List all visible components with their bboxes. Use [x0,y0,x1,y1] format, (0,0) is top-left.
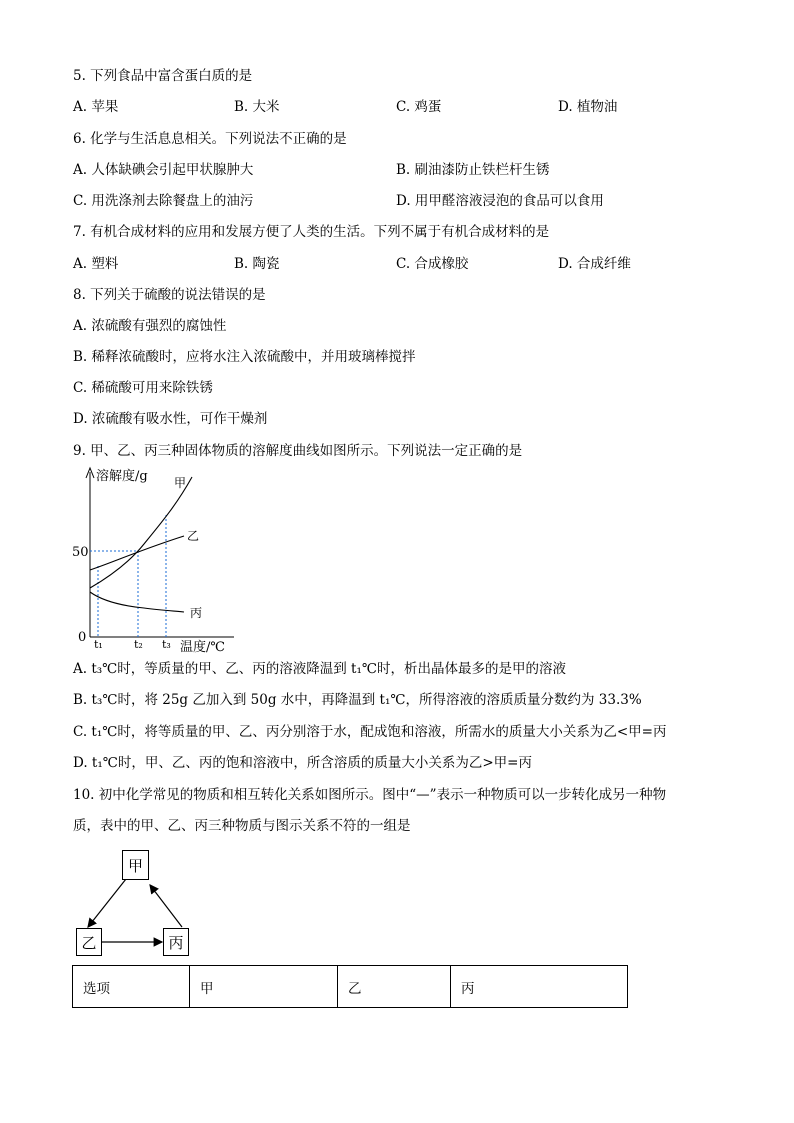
q7-option-c: C. 合成橡胶 [396,256,469,272]
q5-option-a: A. 苹果 [73,99,119,115]
q8-option-d: D. 浓硫酸有吸水性，可作干燥剂 [73,411,268,427]
q8-option-b: B. 稀释浓硫酸时，应将水注入浓硫酸中，并用玻璃棒搅拌 [73,349,416,365]
q10-stem-line2: 质，表中的甲、乙、丙三种物质与图示关系不符的一组是 [73,818,411,834]
q8-option-a: A. 浓硫酸有强烈的腐蚀性 [73,318,227,334]
solubility-chart [74,462,244,657]
q9-option-d: D. t₁℃时，甲、乙、丙的饱和溶液中，所含溶质的质量大小关系为乙>甲=丙 [73,755,532,771]
q6-stem: 6. 化学与生活息息相关。下列说法不正确的是 [73,131,347,147]
q9-option-c: C. t₁℃时，将等质量的甲、乙、丙分别溶于水，配成饱和溶液，所需水的质量大小关系为乙<甲=丙 [73,724,667,740]
q6-option-d: D. 用甲醛溶液浸泡的食品可以食用 [396,193,604,209]
table-header-option: 选项 [73,966,190,1007]
q5-stem: 5. 下列食品中富含蛋白质的是 [73,68,253,84]
y-axis-label: 溶解度/g [96,469,148,484]
q8-option-c: C. 稀硫酸可用来除铁锈 [73,380,213,396]
q6-option-c: C. 用洗涤剂去除餐盘上的油污 [73,193,254,209]
table-header-yi: 乙 [338,966,451,1007]
series-label-jia: 甲 [174,476,187,490]
q5-option-c: C. 鸡蛋 [396,99,442,115]
q5-option-b: B. 大米 [234,99,280,115]
table-header-bing: 丙 [461,980,475,997]
table-header-jia: 甲 [190,966,338,1007]
x-tick-t2: t₂ [134,638,143,651]
x-tick-t3: t₃ [162,638,171,651]
node-jia: 甲 [122,850,149,880]
q8-stem: 8. 下列关于硫酸的说法错误的是 [73,287,266,303]
q7-stem: 7. 有机合成材料的应用和发展方便了人类的生活。下列不属于有机合成材料的是 [73,224,550,240]
node-yi: 乙 [76,928,102,956]
q7-option-d: D. 合成纤维 [558,256,631,272]
origin-label: 0 [78,630,87,645]
q9-option-a: A. t₃℃时，等质量的甲、乙、丙的溶液降温到 t₁℃时，析出晶体最多的是甲的溶液 [73,661,566,677]
x-tick-t1: t₁ [94,638,103,651]
q7-option-b: B. 陶瓷 [234,256,280,272]
q9-stem: 9. 甲、乙、丙三种固体物质的溶解度曲线如图所示。下列说法一定正确的是 [73,443,523,459]
x-axis-label: 温度/℃ [180,640,225,655]
q9-option-b: B. t₃℃时，将 25g 乙加入到 50g 水中，再降温到 t₁℃，所得溶液的溶质质量分数约为 33.3% [73,692,642,708]
series-label-bing: 丙 [190,606,203,620]
q5-option-d: D. 植物油 [558,99,618,115]
node-bing: 丙 [163,928,189,956]
q10-stem-line1: 10. 初中化学常见的物质和相互转化关系如图所示。图中“—”表示一种物质可以一步转化成另一种物 [73,787,667,803]
curve-yi [90,536,184,570]
q6-option-a: A. 人体缺碘会引起甲状腺肿大 [73,162,254,178]
q6-option-b: B. 刷油漆防止铁栏杆生锈 [396,162,550,178]
curve-jia [90,477,192,588]
curve-bing [90,592,184,612]
q7-option-a: A. 塑料 [73,256,119,272]
y-tick-50: 50 [72,545,89,560]
arrow-jia-to-yi [88,879,126,927]
options-table [72,965,628,1008]
series-label-yi: 乙 [187,529,200,543]
arrow-bing-to-jia [150,885,182,927]
